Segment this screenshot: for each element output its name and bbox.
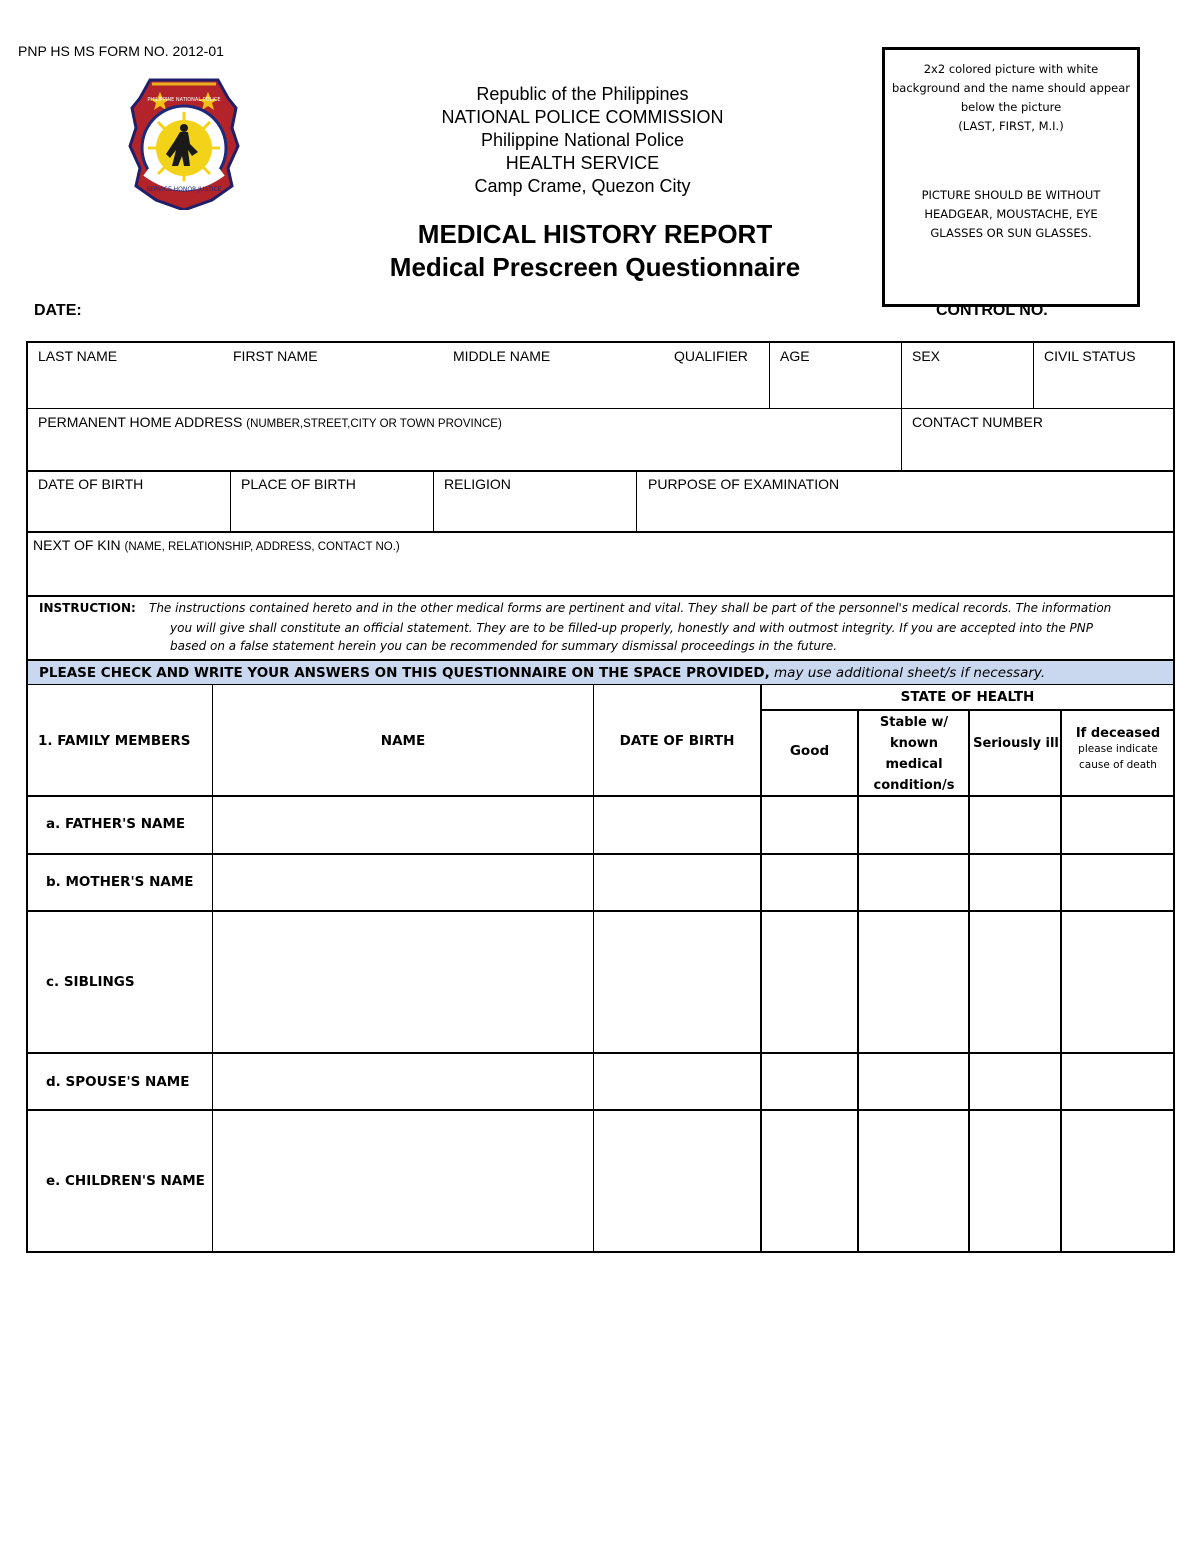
form-number: PNP HS MS FORM NO. 2012-01	[18, 43, 224, 59]
check-band-italic: may use additional sheet/s if necessary.	[774, 665, 1046, 681]
col-family-members: 1. FAMILY MEMBERS	[38, 733, 191, 749]
address-field[interactable]	[38, 414, 502, 430]
next-of-kin-note: (NAME, RELATIONSHIP, ADDRESS, CONTACT NO.)	[124, 541, 400, 553]
row-children: e. CHILDREN'S NAME	[46, 1173, 205, 1189]
religion-field[interactable]: RELIGION	[444, 476, 511, 492]
instruction-line-3: based on a false statement herein you can be recommended for summary dismissal proceedings in the future.	[170, 639, 838, 653]
title-main: MEDICAL HISTORY REPORT	[417, 219, 773, 249]
instruction-block	[26, 597, 1175, 659]
col-stable: Stable w/ known medical condition/s	[873, 715, 955, 793]
row-siblings: c. SIBLINGS	[46, 974, 135, 990]
header-location: Camp Crame, Quezon City	[474, 176, 691, 196]
svg-text:PHILIPPINE NATIONAL POLICE: PHILIPPINE NATIONAL POLICE	[147, 97, 221, 103]
col-if-deceased	[1064, 726, 1172, 773]
next-of-kin-label: NEXT OF KIN	[33, 537, 121, 553]
date-of-birth-field[interactable]: DATE OF BIRTH	[38, 476, 144, 492]
age-field[interactable]: AGE	[780, 348, 810, 364]
col-seriously-ill: Seriously ill	[973, 736, 1059, 751]
deceased-note: please indicate cause of death	[1078, 743, 1158, 771]
agency-header	[380, 83, 785, 198]
last-name-field[interactable]: LAST NAME	[38, 348, 118, 364]
qualifier-field[interactable]: QUALIFIER	[674, 348, 748, 364]
photo-name-format: (LAST, FIRST, M.I.)	[958, 119, 1064, 133]
header-pnp: Philippine National Police	[480, 130, 685, 150]
civil-status-field[interactable]: CIVIL STATUS	[1044, 348, 1136, 364]
next-of-kin-field[interactable]	[33, 537, 400, 553]
purpose-field[interactable]: PURPOSE OF EXAMINATION	[648, 476, 840, 492]
col-good: Good	[789, 743, 830, 759]
address-label: PERMANENT HOME ADDRESS	[38, 414, 243, 430]
contact-number-field[interactable]: CONTACT NUMBER	[912, 414, 1043, 430]
col-state-of-health: STATE OF HEALTH	[900, 689, 1035, 705]
address-note: (NUMBER,STREET,CITY OR TOWN PROVINCE)	[246, 418, 502, 430]
date-label: DATE:	[34, 302, 82, 319]
deceased-label: If deceased	[1075, 726, 1161, 741]
family-members-table	[26, 685, 1175, 1253]
form-title	[360, 218, 830, 284]
title-sub: Medical Prescreen Questionnaire	[389, 252, 801, 282]
header-health-service: HEALTH SERVICE	[505, 153, 660, 173]
instruction-label: INSTRUCTION:	[39, 601, 136, 615]
svg-text:SERVICE HONOR JUSTICE: SERVICE HONOR JUSTICE	[146, 186, 222, 193]
col-date-of-birth: DATE OF BIRTH	[619, 733, 735, 749]
place-of-birth-field[interactable]: PLACE OF BIRTH	[241, 476, 356, 492]
photo-box[interactable]	[882, 47, 1140, 307]
col-name: NAME	[380, 733, 426, 749]
check-band-bold: PLEASE CHECK AND WRITE YOUR ANSWERS ON THIS QUESTIONNAIRE ON THE SPACE PROVIDED,	[39, 665, 770, 681]
first-name-field[interactable]: FIRST NAME	[233, 348, 318, 364]
personal-info-block	[26, 341, 1175, 597]
sex-field[interactable]: SEX	[912, 348, 941, 364]
row-father: a. FATHER'S NAME	[46, 816, 186, 832]
middle-name-field[interactable]: MIDDLE NAME	[453, 348, 551, 364]
header-republic: Republic of the Philippines	[476, 84, 689, 104]
pnp-seal-logo	[128, 68, 240, 210]
photo-restrictions: PICTURE SHOULD BE WITHOUT HEADGEAR, MOUSTACHE, EYE GLASSES OR SUN GLASSES.	[921, 188, 1101, 240]
photo-instruction: 2x2 colored picture with white background and the name should appear below the picture	[891, 62, 1130, 114]
check-answers-band	[26, 659, 1175, 685]
row-spouse: d. SPOUSE'S NAME	[46, 1074, 190, 1090]
instruction-line-1: The instructions contained hereto and in the other medical forms are pertinent and vital. They shall be part of the personnel's medical records. The information	[149, 601, 1112, 615]
header-napolcom: NATIONAL POLICE COMMISSION	[441, 107, 724, 127]
row-mother: b. MOTHER'S NAME	[46, 874, 194, 890]
instruction-line-2: you will give shall constitute an official statement. They are to be filled-up properly, honestly and with outmost integrity. If you are accepted into the PNP	[170, 621, 1094, 635]
control-number-label: CONTROL NO.	[936, 302, 1048, 319]
